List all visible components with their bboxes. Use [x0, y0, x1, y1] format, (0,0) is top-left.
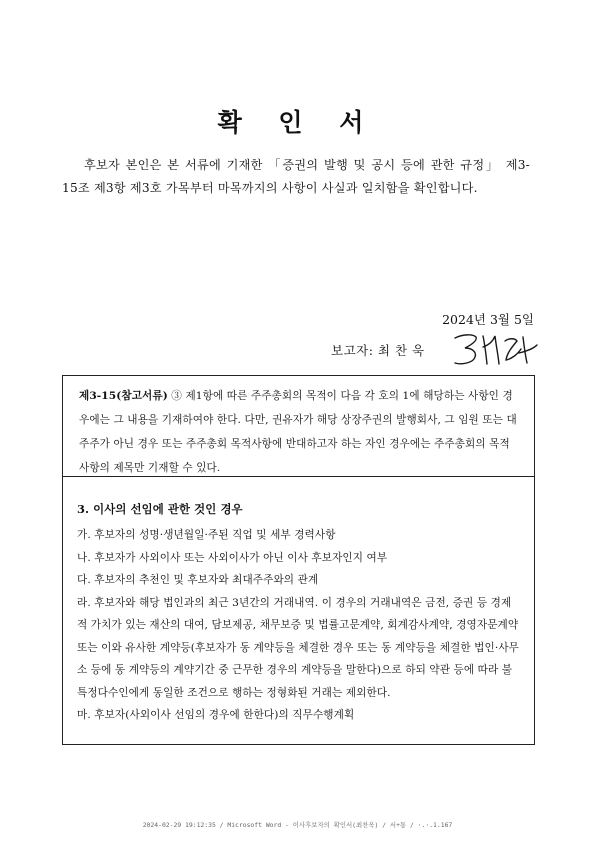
list-item: 가. 후보자의 성명·생년월일·주된 직업 및 세부 경력사항: [77, 529, 336, 541]
print-footer: 2024-02-29 19:12:35 / Microsoft Word - 이사후보자의 확인서(최찬욱) / 서+통 / ⋅.⋅.1.167: [142, 821, 453, 829]
list-item: 나. 후보자가 사외이사 또는 사외이사가 아닌 이사 후보자인지 여부: [77, 551, 388, 564]
reference-regulation-box: [62, 375, 535, 745]
section-title: 3. 이사의 선임에 관한 것인 경우: [77, 502, 243, 516]
list-item: 다. 후보자의 추천인 및 후보자와 최대주주와의 관계: [77, 574, 319, 586]
section-divider: [63, 476, 534, 477]
document-title: 확 인 서: [217, 108, 378, 137]
document-date: 2024년 3월 5일: [442, 312, 534, 327]
director-election-section: [77, 494, 521, 727]
list-item: 라. 후보자와 해당 법인과의 최근 3년간의 거래내역. 이 경우의 거래내역은 금전, 증권 등 경제적 가치가 있는 재산의 대여, 담보제공, 채무보증 및 법률고문계약, 회계감사계약, 경영자문계약 또는 이와 유사한 계약등(후보자가 동 계약등을 체결한 경우 또는 동 계약등을 체결한 법인·사무소 등에 동 계약등의 계약기간 중 근무한 경우의 계약등을 말한다)으로 하되 약관 등에 따라 불특정다수인에게 동일한 조건으로 행하는 정형화된 거래는 제외한다.: [77, 596, 519, 699]
reporter-name: 보고자: 최 찬 욱: [331, 343, 425, 358]
reference-heading: 제3-15(참고서류): [79, 390, 168, 402]
list-item: 마. 후보자(사외이사 선임의 경우에 한한다)의 직무수행계획: [77, 709, 355, 721]
reference-paragraph: [79, 384, 519, 480]
confirmation-statement: 후보자 본인은 본 서류에 기재한 「증권의 발행 및 공시 등에 관한 규정」 제3-15조 제3항 제3호 가목부터 마목까지의 사항이 사실과 일치함을 확인합니다.: [62, 158, 530, 195]
reference-body: ③ 제1항에 따른 주주총회의 목적이 다음 각 호의 1에 해당하는 사항인 경우에는 그 내용을 기재하여야 한다. 다만, 권유자가 해당 상장주권의 발행회사, 그 임원 또는 대주주가 아닌 경우 또는 주주총회 목적사항에 반대하고자 하는 자인 경우에는 주주총회의 목적사항의 제목만 기재할 수 있다.: [79, 390, 517, 474]
handwritten-signature: [449, 329, 543, 367]
